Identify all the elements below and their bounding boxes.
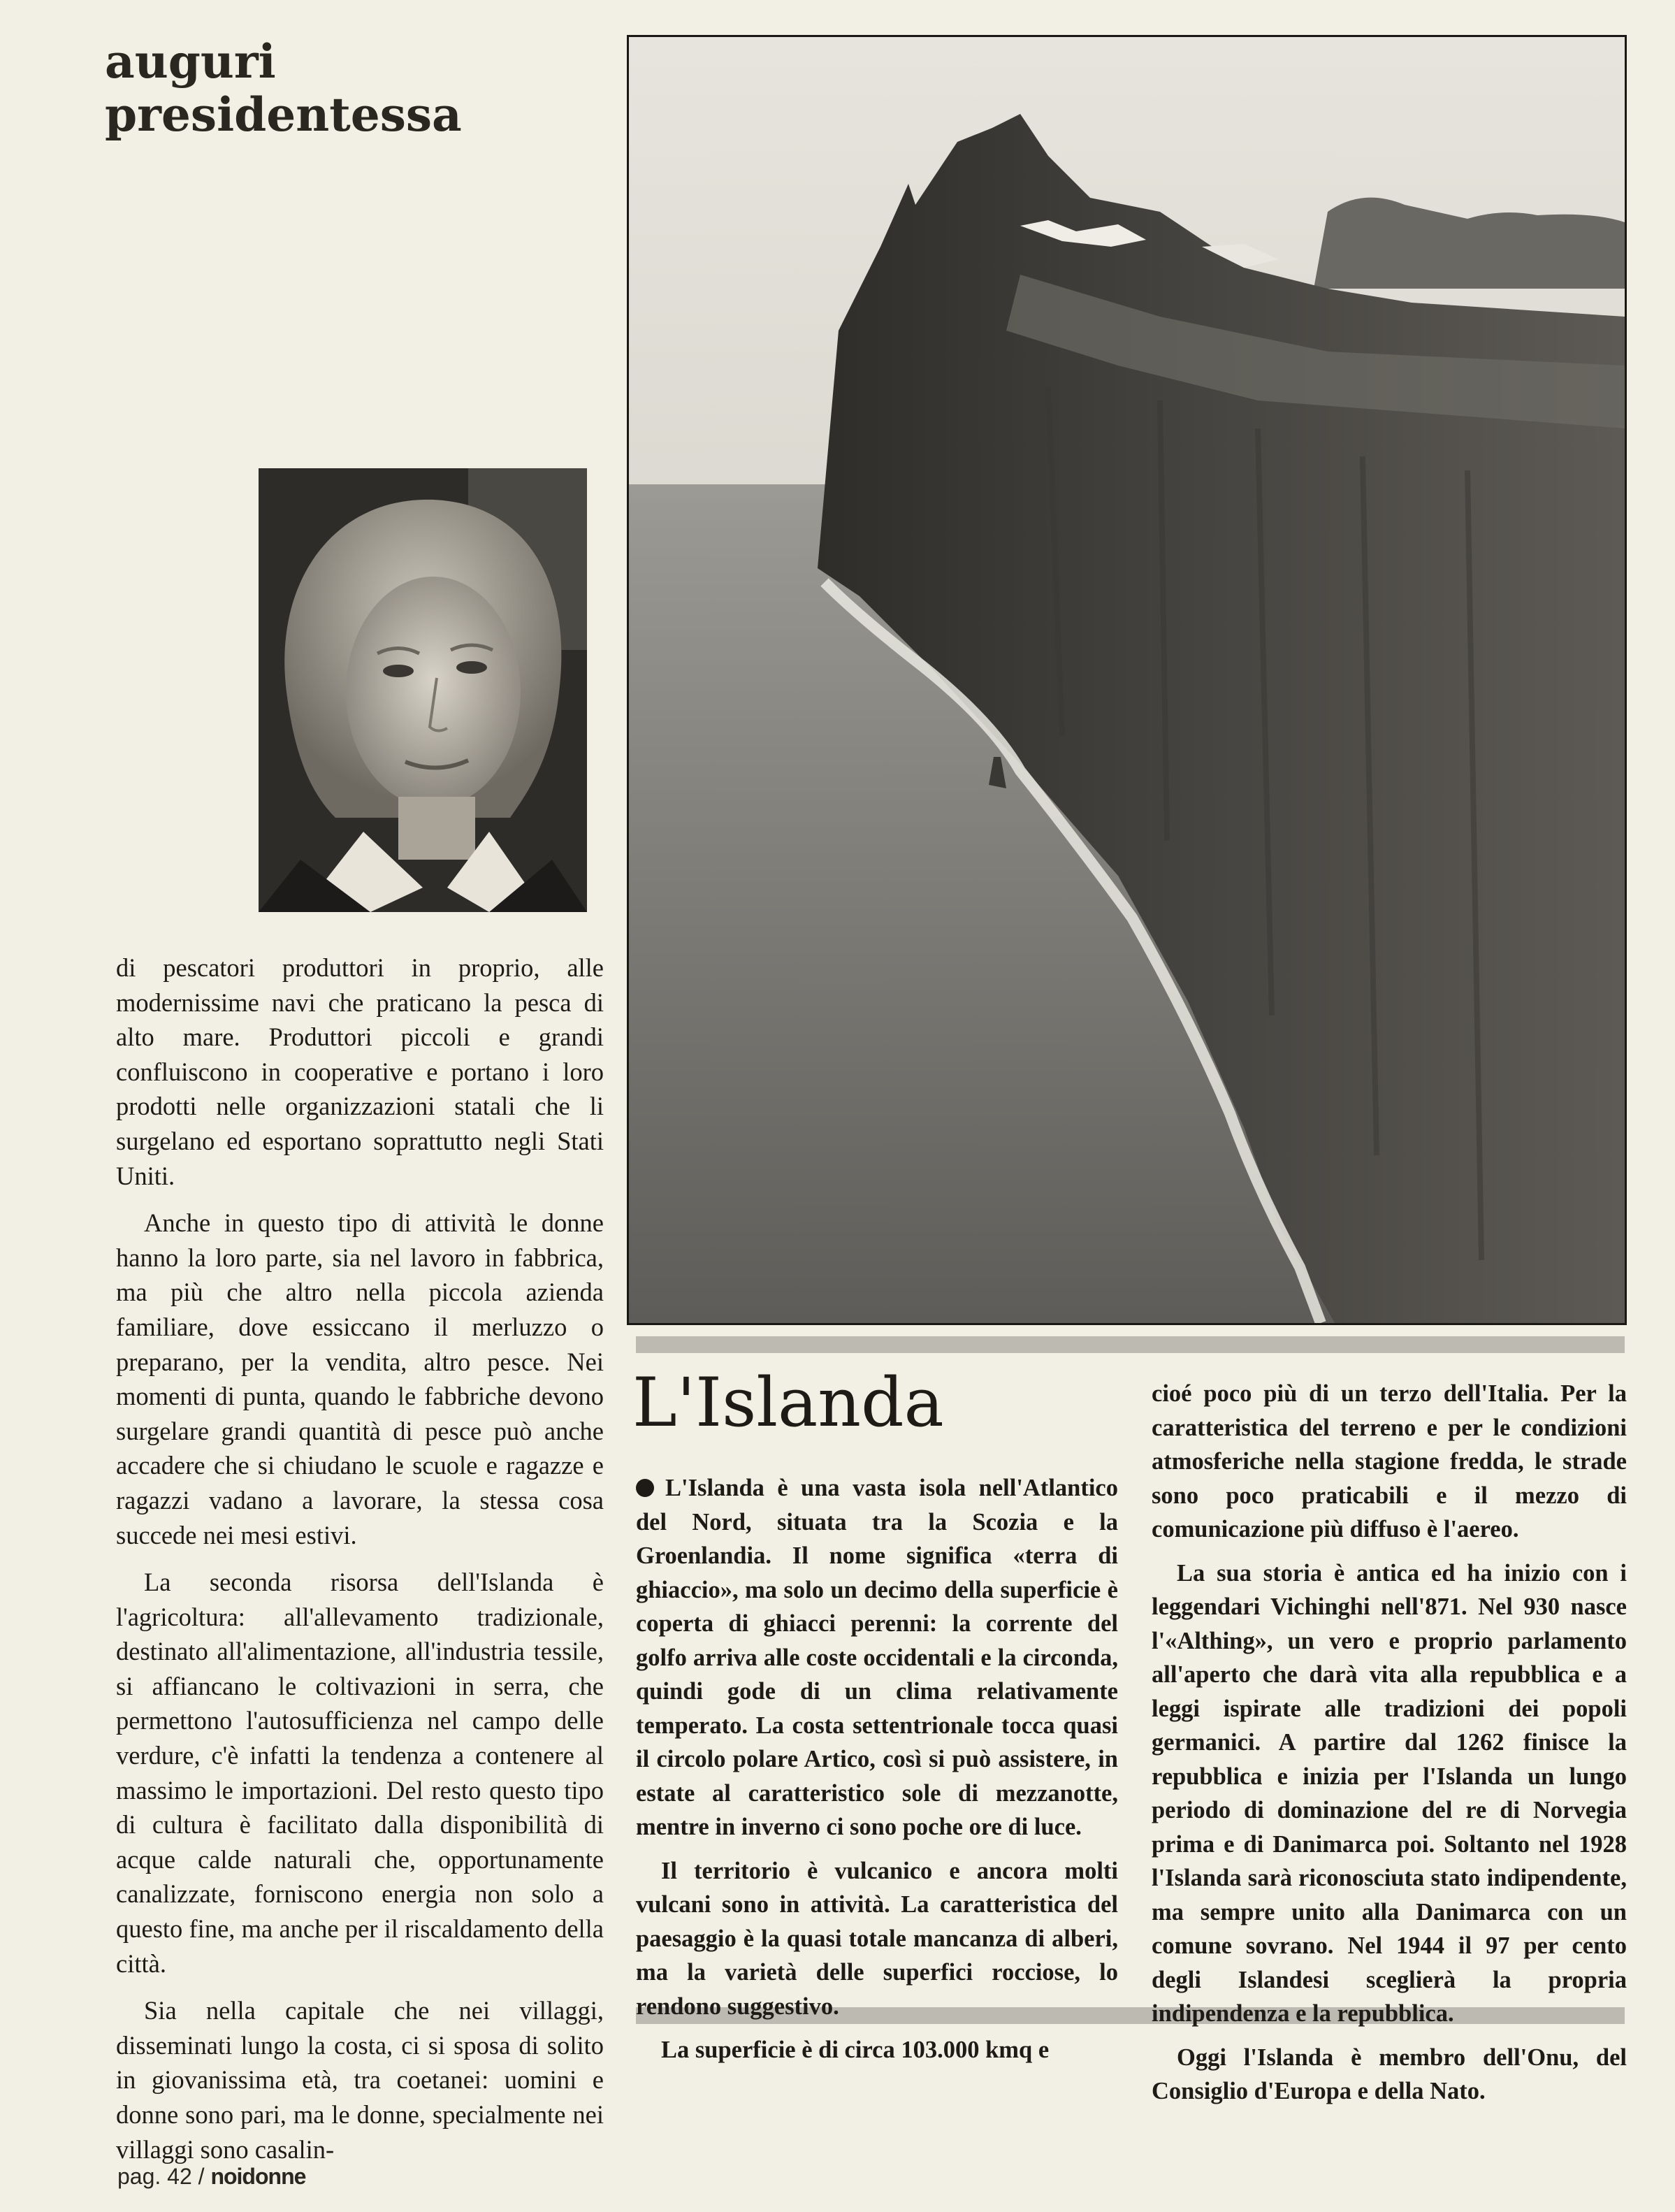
left-paragraph: Sia nella capitale che nei villaggi, disseminati lungo la costa, ci si sposa di solito in giovanissima età, tra coetanei: uomini e donne sono pari, ma le donne, specialmente nei villaggi sono casalin- <box>116 1996 604 2164</box>
page-footer <box>117 2164 305 2190</box>
cliff-coastline-icon <box>629 37 1625 1323</box>
page-number: pag. 42 / <box>117 2164 205 2189</box>
article-right-column <box>1152 1377 1627 2118</box>
header-line-2: presidentessa <box>105 87 462 142</box>
left-column-text <box>116 950 604 2179</box>
portrait-photo <box>259 468 587 912</box>
magazine-name: noidonne <box>210 2164 306 2189</box>
landscape-photo <box>627 35 1627 1325</box>
article-paragraph: Il territorio è vulcanico e ancora molti vulcani sono in attività. La caratteristica del paesaggio è la quasi totale mancanza di alberi, ma la varietà delle superfici rocciose, lo rendono suggestivo. <box>636 1857 1118 2020</box>
article-title: L'Islanda <box>632 1364 944 1442</box>
divider-bar-top <box>636 1336 1625 1353</box>
portrait-icon <box>259 468 587 912</box>
article-paragraph: cioé poco più di un terzo dell'Italia. Per la caratteristica del terreno e per le condizioni atmosferiche nella stagione fredda, le strade sono poco praticabili e il mezzo di comunicazione più diffuso è l'aereo. <box>1152 1380 1627 1542</box>
article-paragraph: L'Islanda è una vasta isola nell'Atlantico del Nord, situata tra la Scozia e la Groenlandia. Il nome significa «terra di ghiaccio», ma solo un decimo della superficie è coperta di ghiacci perenni: la corrente del golfo arriva alle coste occidentali e la circonda, quindi gode di un clima relativamente temperato. La costa settentrionale tocca quasi il circolo polare Artico, così si può assistere, in estate al caratteristico sole di mezzanotte, mentre in inverno ci sono poche ore di luce. <box>636 1475 1118 1840</box>
left-paragraph: Anche in questo tipo di attività le donne hanno la loro parte, sia nel lavoro in fabbrica, ma più che altro nella piccola azienda familiare, dove essiccano il merluzzo o preparano, per la vendita, altro pesce. Nei momenti di punta, quando le fabbriche devono surgelare grandi quantità di pesce può anche accadere che si chiudano le scuole e ragazze e ragazzi vadano a lavorare, la stessa cosa succede nei mesi estivi. <box>116 1208 604 1549</box>
header-line-1: auguri <box>105 34 276 89</box>
left-paragraph: di pescatori produttori in proprio, alle modernissime navi che praticano la pesca di alto mare. Produttori piccoli e grandi confluiscono in cooperative e portano i loro prodotti nelle organizzazioni statali che li surgelano ed esportano soprattutto negli Stati Uniti. <box>116 953 604 1190</box>
section-header <box>105 35 524 141</box>
article-paragraph: Oggi l'Islanda è membro dell'Onu, del Consiglio d'Europa e della Nato. <box>1152 2044 1627 2104</box>
article-paragraph: La superficie è di circa 103.000 kmq e <box>661 2037 1050 2063</box>
bullet-icon <box>636 1479 654 1497</box>
left-paragraph: La seconda risorsa dell'Islanda è l'agricoltura: all'allevamento tradizionale, destinato all'alimentazione, all'industria tessile, si affiancano le coltivazioni in serra, che permettono l'autosufficienza nel campo delle verdure, c'è infatti la tendenza a contenere al massimo le importazioni. Del resto questo tipo di cultura è facilitato dalla disponibilità di acque calde naturali che, opportunamente canalizzate, forniscono energia non solo a questo fine, ma anche per il riscaldamento della città. <box>116 1568 604 1978</box>
article-middle-column <box>636 1471 1118 2077</box>
article-paragraph: La sua storia è antica ed ha inizio con i leggendari Vichinghi nell'871. Nel 930 nasce l'«Althing», un vero e proprio parlamento all'aperto che darà vita alla repubblica e a leggi ispirate alle tradizioni dei popoli germanici. A partire dal 1262 finisce la repubblica e inizia per l'Islanda un lungo periodo di dominazione del re di Norvegia prima e di Danimarca poi. Soltanto nel 1928 l'Islanda sarà riconosciuta stato indipendente, ma sempre unito alla Danimarca con un comune sovrano. Nel 1944 il 97 per cento degli Islandesi sceglierà la propria indipendenza e la repubblica. <box>1152 1559 1627 2027</box>
